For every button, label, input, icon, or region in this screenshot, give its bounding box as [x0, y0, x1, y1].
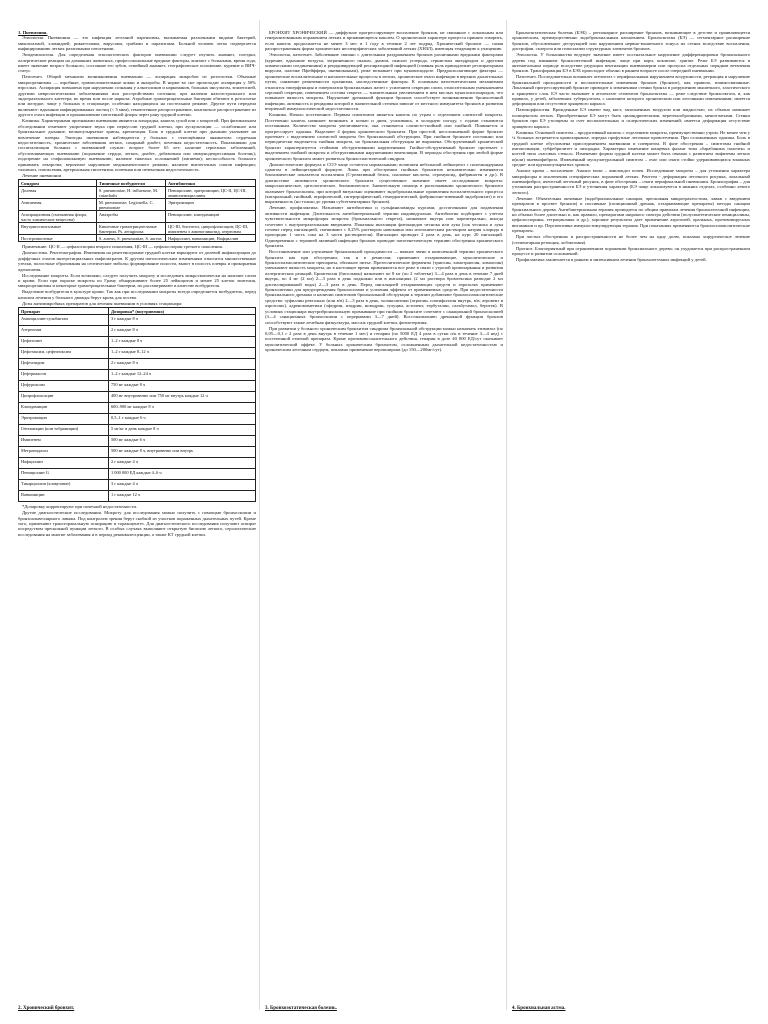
table-header-cell: Антибиотики — [165, 180, 255, 187]
table-row — [19, 326, 256, 337]
table-row — [19, 425, 256, 436]
section-heading: 1. Пневмония. — [18, 30, 48, 35]
paragraph: Патоморфология. Врожденные БЭ имеют вид кист, заполненных воздухом или жидкостью, их обычно начинает полиценозом легких. Приобретенные БЭ могут быть цилиндрическими, веретенообразными, мешотчатыми. Стенки бронхов при БЭ утолщены за счет воспалительных и склеротических изменений; имеется деформация отсутствие хрящевого каркаса. — [512, 107, 750, 129]
table-cell: Цефазолин — [19, 337, 109, 348]
table-row — [19, 359, 256, 370]
column-bronchiectasis — [512, 30, 750, 970]
paragraph: Анализ крови – воспаление. Анализ мочи – амилоидоз почек. Исследование мокроты – для уточнения характера микрофлоры и исключения специфических поражений легких. Рентген - деформация легочного рисунка, локальный пневмофиброз, ячеистый легочный рисунок, в фазе обострения – очаги перифокальной пневмонии. Бронхография – для уточнения распространенности БЭ и уточнения характера (БЭ чаще локализуются в нижних отделах, особенно левого легкого). — [512, 168, 750, 195]
table-cell: Эритромицин — [165, 199, 255, 211]
table-cell: Эритромицин — [19, 414, 109, 425]
paragraph: Профилактика заключается в раннем и интенсивном лечении бронхолегочных инфекций у детей. — [516, 257, 707, 262]
table-header-cell: Дозировка* (внутривенно) — [108, 308, 255, 315]
table-cell: 2 г каждые 4 ч — [108, 458, 255, 469]
next-section-heading: 3. Бронхоэктатическая болезнь. — [265, 1006, 337, 1011]
paragraph: Прогноз. Благоприятный при ограниченном поражении бронхиального дерева; он ухудшается при распространенном процессе и развитии осложнений. — [512, 245, 750, 256]
table-cell: 1–2 г каждые 8–12 ч — [108, 348, 255, 359]
paragraph: Патогенез. Общий механизм возникновения пневмонии — аспирация микробов из ротоглотки. Обычные микроорганизмы — аэробные, грамположительные кокки и анаэробы. В норме во сне происходит аспирация у 50% взрослых. Аспирация повышена при нарушении сознания у алкоголиков и наркоманов, больных инсультом, эпилепсией, другими неврологическими заболеваниями или расстройствами глотания; при наличии назогастрального или эндотрахеального катетера; во время или после наркоза. Аэробные грамотрицательные бактерии обитают в ротоглотке или желудке, чаще у больных в стационаре, особенно находящихся на постельном режиме. Другие пути передачи включают: вдыхание инфицированных частиц (< 5 мкм), гематогенное распространение, контактное распространение из другого очага инфекции и проникновение патогенной флоры через рану грудной клетки. — [18, 74, 256, 118]
paragraph: Клиника. Начало постепенное. Первым симптомом является кашель по утрам с отделением слизистой мокроты. Постепенно кашель начинает возникать и ночью и днем, усиливаясь, в холодную погоду, с годами становится постоянным. Количество мокроты увеличивается, она становится слизисто-гнойной или гнойной. Появляется и прогрессирует одышка. Выделяют 4 формы хронического бронхита. При простой, неосложненной форме бронхит протекает с выделением слизистой мокроты без бронхиальной обструкции. При гнойном бронхите постоянно или периодически выделяется гнойная мокрота, но бронхиальная обструкция не выражена. Обструктивный хронический бронхит характеризуется стойкими обструктивными нарушениями. Гнойно-обструктивный бронхит протекает с выделением гнойной мокроты и обструктивными нарушениями вентиляции. В периоды обострения при любой форме хронического бронхита может развиться бронхоспастический синдром. — [265, 112, 503, 161]
table-cell: Анаэробы — [96, 211, 165, 223]
table-cell: 1–2 г каждые 12–24 ч — [108, 370, 255, 381]
paragraph: Исследование мокроты. Если возможно, следует получить мокроту и исследовать микроскопически на наличие слизи и крови. Если при окраске мокроты по Граму обнаруживают более 25 лейкоцитов и менее 25 клеток эпителия, микроорганизмы и некоторые грамотрицательные бактерии, их рассматривают в качестве возбудителя. — [18, 272, 256, 289]
column-pneumonia — [18, 30, 256, 1005]
treatment-table — [18, 179, 256, 242]
table-cell: Имипенем — [19, 436, 109, 447]
table-row — [19, 348, 256, 359]
table-row — [19, 447, 256, 458]
table-row — [19, 381, 256, 392]
paragraph: Этиология. Пневмония — это инфекция легочной паренхимы, вызываемая различными видами бактерий, микоплазмой, хламидией, риккетсиями, вирусами, грибами и паразитами. Больной человек легко подвергается инфицированию легких различными патогенами. — [18, 35, 256, 52]
table-row — [19, 187, 256, 199]
paragraph-group — [512, 30, 750, 262]
table-cell: 3 г каждые 4 ч — [108, 480, 255, 491]
paragraph: Диагностические формула и СОЭ чаще остаются нормальными; возможен небольшой лейкоцитоз с палочкоядерным сдвигом в лейкоцитарной формуле. Лишь при обострении гнойных бронхитов незначительно изменяются биохимические показатели воспаления (С-реактивный белок, сиаловые кислоты, серомукоид, фибриноген и др.). В диагностике активности хронического бронхита существенное значение имеет исследование мокроты: макроскопическое, цитологическое, биохимическое. Значительную помощь в распознавании хронического бронхита оказывает бронхоскопия, при которой визуально оценивают эндобронхиальные проявления воспалительного процесса (катаральный, гнойный, атрофический, гипертрофический, геморрагический, фибринозно-язвенный эндобронхит) и его выраженность (но только до уровня субсегментарных бронхов). — [265, 161, 503, 205]
table-cell: Пенициллин G — [19, 469, 109, 480]
table-note: *Дозировку корректируют при почечной недостаточности. — [22, 504, 138, 510]
table-cell: Пенициллин, клиндамицин — [165, 211, 255, 223]
paragraph: Другие диагностические исследования. Мокроту для исследования можно получить с помощью бронхоскопии и бронхоальвеолярного лаважа. Под контролем зрения берут скобкой из участков пораженных дыхательных путей. Кроме того, применяют трансторакальную аспирацию и торакоцентез. Для диагностического исследования получают аспират посредством чрескожной пункции легкого. В особых случаях выполняют открытую биопсию легкого, серологические исследования на многие заболевания и в период реконвалесценции, а также КТ грудной клетки. — [18, 510, 256, 537]
column-chronic-bronchitis — [265, 30, 503, 970]
table-cell: Ванкомицин — [19, 491, 109, 502]
paragraph: БРОНХИТ ХРОНИЧЕСКИЙ — диффузное прогрессирующее воспаление бронхов, не связанное с локальным или генерализованным поражением легких и проявляющееся кашлем. О хроническом характере процесса принято говорить, если кашель продолжается не менее 3 мес в 1 году в течение 2 лет подряд. Хронический бронхит — самая распространенная форма хронических неспецифических заболеваний легких (ХНЗЛ), имеющая тенденцию к учащению. — [265, 30, 503, 52]
table-row — [19, 370, 256, 381]
table-cell: Нафциллин — [19, 458, 109, 469]
table-cell: S. aureus, S. pneumoniae, S. aureus — [96, 235, 165, 242]
table-row — [19, 436, 256, 447]
table-cell: 2 г каждые 8 ч — [108, 359, 255, 370]
table-cell: 400 мг внутривенно или 750 мг внутрь каждые 12 ч — [108, 392, 255, 403]
paragraph: Этиология. У большинства ведущее значение имеет постнатальное нарушение дифференцировки бронхиального дерева под влиянием бронхолегочной инфекции, чаще при кори, коклюше, гриппе. Реже БЭ развиваются в антенатальном периоде вследствие редукции вентиляции пневмомерии или пропуска отдельных порядков ветвления бронхов. Трансформация БЭ в БЭБ происходит обычно в раннем возрасте после очередной пневмонии. — [512, 52, 750, 74]
table-row — [19, 223, 256, 235]
table-cell: 750 мг каждые 8 ч — [108, 381, 255, 392]
table-cell: Метронидазол — [19, 447, 109, 458]
table-cell: Долевая — [19, 187, 97, 199]
table-cell: 2 г каждые 8 ч — [108, 326, 255, 337]
paragraph-group — [18, 250, 256, 306]
paragraph-group — [265, 30, 503, 353]
paragraph: Клиника. Основной симптом – продуктивный кашель с отделением мокроты, преимущественно утром. Не менее чем у ¼ больных встречается кровохарканье, изредка профузные легочные кровотечения. При осложненных одышка. Боль в грудной клетке обусловлена присоединением пневмонии и плевритом. В фазе обострения – симптомы гнойной интоксикации, субфебрилитет и лихорадка. Характерно изменение концевых фаланг типа «барабанных палочек» и ногтей типа «часовых стекол». Изменение формы грудной клетки может быть связано с развитием эмфиземы легких и(или) пневмофиброза. Изменённый мускулатуральный симптом – очаг или очаги стойко удерживающихся влажных средне- или крупнопузырчатых хрипов. — [512, 129, 750, 168]
table-row — [19, 235, 256, 242]
table-row — [19, 458, 256, 469]
table-caption: Лечение пневмонии — [22, 172, 62, 178]
table-cell: 0,5–1 г каждые 6 ч — [108, 414, 255, 425]
table-cell: 3 г каждые 8 ч — [108, 315, 255, 326]
table-cell: Постгриппозные — [19, 235, 97, 242]
table-cell: 600–900 мг каждые 8 ч — [108, 403, 255, 414]
next-section-heading: 4. Бронхиальная астма. — [512, 1006, 566, 1011]
paragraph: При развитии у больного хроническим бронхитом синдрома бронхиальной обструкции можно назначать этимизол (по 0,05—0,1 г 2 раза в день внутрь в течение 1 мес) и гепарин (по 5000 ЕД 4 раза в сутки п/к в течение 3—4 нед) с постепенной отменой препарата. Кроме противовоспалительного действия, гепарин в дозе 40 000 ЕД/сут оказывает муколитический эффект. У больных хроническим бронхитом, осложненным дыхательной недостаточностью и хроническим легочным сердцем, показано применение верошпирона (до 150—200мг/сут). — [265, 325, 503, 353]
table-cell: Клиндамицин — [19, 403, 109, 414]
table-cell: Нафциллин, ванкомицин, Нафциллин — [165, 235, 255, 242]
table-cell: Тикарциллин (клавуланат) — [19, 480, 109, 491]
table-cell: 1–2 г каждые 8 ч — [108, 337, 255, 348]
paragraph-group — [18, 510, 256, 537]
table-cell: Ципрофлоксацин — [19, 392, 109, 403]
paragraph: При частых обострениях и распространенности не более чем на одну долю, показано хирургическое лечение (сегментарная резекция, лобэктомия). — [512, 234, 750, 245]
table-cell: S. pneumoniae, H. influenzae, M. catarrhalis — [96, 187, 165, 199]
table-row — [19, 199, 256, 211]
table-cell: Кишечные грамотрицательные бактерии, Ps. aeruginosa — [96, 223, 165, 235]
table-cell: Пенициллин, эритромицин, ЦС-II, ЦС-III, аминопенициллины — [165, 187, 255, 199]
table-row — [19, 392, 256, 403]
paragraph: Этиология, патогенез. Заболевание связано с длительным раздражением бронхов различными вредными факторами (курение, вдыхание воздуха, загрязненного пылью, дымом, окисью углерода, сернистым ангидридом и другими химическими соединениями) и рецидивирующей респираторной инфекцией (главная роль принадлежит респираторным вирусам, палочке Пфейффера, пневмококкам), реже возникает при муковисцидозе. Предрасполагающие факторы — хронические воспалительные и нагноительные процессы в легких, хронические очаги инфекции в верхних дыхательных путях, снижение реактивности организма, наследственные факторы. К основным патогенетическим механизмам относятся гиперфункция и гиперплазия бронхиальных желез с усилением секреции слизи, относительным уменьшением серозной секреции, изменением состава секрета — значительным увеличением в нем кислых мукополисахаридов, что повышает вязкость мокроты. Нарушение дренажной функции бронхов способствует возникновению бронхогенной инфекции, активность и рецидивы которой в значительной степени зависят от местного иммунитета бронхов и развития вторичной иммунологической недостаточности. — [265, 52, 503, 112]
table-header-cell: Типичные возбудители — [96, 180, 165, 187]
table-row — [19, 403, 256, 414]
table-row — [19, 480, 256, 491]
table-row — [19, 469, 256, 480]
table-row — [19, 315, 256, 326]
table-cell: Атипичная — [19, 199, 97, 211]
table-header-cell: Синдром — [19, 180, 97, 187]
table-cell: Гентамицин (или тобрамицин) — [19, 425, 109, 436]
paragraph: Лечение. Обязательны активные (эндобронхиальные санации, чрескожная микротрахеостома, лаваж с введением препаратов в просвет бронхов) и пассивные (позиционный дренаж, отхаркивающие препараты) методы санации бронхиального дерева. Антибактериальная терапия проводится по общим правилам лечения бронхолегочной инфекции, но обычно более длительно и, как правило, препаратами широкого спектра действия (полусинтетические пенициллины, цефалоспорины, тетрациклины и др.), хорошие результаты дает применение аэрозолей, оральных, противовирусных витаминов и пр. Перспективна иммуностимулирующая терапия. При показаниях применяются бронхоспазмолитические препараты. — [512, 195, 750, 234]
table-cell: 1 г каждые 12 ч — [108, 491, 255, 502]
column-divider — [506, 20, 507, 1010]
dosage-table — [18, 307, 256, 502]
table-cell: Цефтазидим — [19, 359, 109, 370]
table-cell: 500 мг каждые 6 ч — [108, 436, 255, 447]
paragraph: Дозы антимикробных препаратов для лечения пневмонии в условиях стационара: — [22, 300, 183, 306]
table-cell: 500 мг каждые 8 ч, внутривенно или внутрь — [108, 447, 255, 458]
paragraph: Клиника. Характерными признаками пневмонии являются лихорадка, кашель сухой или с мокротой. При физикальном обследовании отмечают укорочение звука при перкуссии грудной клетки, при аускультации — ослабленное или бронхиальное дыхание, мелкопузырчатые хрипы, крепитация. Боль в грудной клетке при дыхании указывает на вовлечение плевры. Эпизоды пневмонии наблюдаются у больных с отягощённым анамнезом: сердечная недостаточность, хронические заболевания легких, сахарный диабет, почечная недостаточность. Показаниями для госпитализации больных с пневмонией служат: возраст более 65 лет; наличие серьезных заболеваний, обусловливающих пневмонию (поражение сердца, легких, диабет, добавочная или иммунодепрессивная болезнь); подозрение на стафилококковую пневмонию; наличие тяжелых осложнений (эмпиема); неспособность больного принимать лекарства; вероятное нарушение медикаментозного режима; наличие внелегочных очагов инфекции; тахипноэ, гипоксемия, артериальная гипотензия, почечная или печеночная недостаточность. — [18, 118, 256, 172]
paragraph: Лечение, профилактика. Назначают антибиотики и сульфаниламиды курсами, достаточными для подавления активности инфекции. Длительность антибактериальной терапии индивидуальна. Антибиотик подбирают с учетом чувствительности микрофлоры мокроты (бронхиального секрета), назначают внутрь или парентерально, иногда сочетают с внутритрахеальным введением. Показаны ингаляции фитонцидов чеснока или лука (сок чеснока и лука готовят перед ингаляцией, смешивают с 0,25% раствором новокаина или изотоническим раствором натрия хлорида в пропорции 1 часть сока на 3 части растворителя). Ингаляции проводят 2 раза в день, на курс 20 ингаляций. Одновременно с терапией активной инфекции бронхов проводят патогенетическую терапию обострения хронического бронхита. — [265, 205, 503, 249]
paragraph: Диагностика. Рентгенография. Изменения на рентгенограмме грудной клетки варьируют от долевой инфильтрации до диффузных очагов интерстициальных инфильтратов. К другим патологическим изменениям относятся множественные узелки, полостные образования на септические эмболы; формирование полости, выпот в полость плевры и прикорневая аденопатия. — [18, 250, 256, 272]
column-divider — [259, 20, 260, 1010]
table-cell: M. pneumoniae, Legionella, C. pneumoniae — [96, 199, 165, 211]
paragraph: Патогенез. Последовательно возникает ателектаз с перифокальным нарушением воздушности, ретракция и нарушение бронхиальной проходимости и воспалительные изменения бронхов (бронхит), как правило, взаимосвязанные. Локальный прогрессирующий бронхит приводит к изменениям стенки бронха в разрушению мышечного, эластического и хрящевого слоя. БЭ часто вызывает в ателектазе сегментов бронхоэктазы — реже следствие бронхоэктаза, и, как правило, у детей, заболевших туберкулезом, с наличием которого хроническим или легочными изменениями; имеется деформация или отсутствие хрящевого каркаса. — [512, 74, 750, 107]
table-header-cell: Препарат — [19, 308, 109, 315]
paragraph: Восстановление или улучшение бронхиальной проходимости — важное звено в комплексной терапии хронического бронхита как при обострении, так и в ремиссии; применяют отхаркивающие, муколитические и бронхоспазмолитические препараты, обильное питье. Протеолитические ферменты (трипсин, химотрипсин, химопсин) уменьшают вязкость мокроты, но в настоящее время применяются все реже в связи с угрозой кровохарканья и развития аллергических реакций. Бромгексин (бисольвон) назначают по 8 мг (по 2 таблетки) 3—4 раза в день в течение 7 дней внутрь, по 4 мг (2 мл) 2—3 раза в день подкожно или в ингаляциях (2 мл раствора бромгексина разводят 2 мл дистиллированной воды) 2—3 раза в день. Перед ингаляцией отхаркивающих средств и аэрозолях применяют бронхолитики для предупреждения бронхоспазма и усиления эффекта от применяемых средств. При недостаточности бронхиального дренажа и наличии симптомов бронхиальной обструкции к терапии добавляют бронхоспазмолитические средства: эуфиллин ректально (или в/в) 2—3 раза в день, холинолитики (атропин, платифиллин внутрь, в/в; атровент в аэрозолях), адреномиметики (эфедрин, изадрин, новодрин, тулуцин, астопент, тербуталин, сальбутамол, беротек). В условиях стационара внутрибронхиальную промывание при гнойном бронхите сочетают с санационной бронхоскопией (3—4 санационных бронхоскопии с перерывами 3—7 дней). Восстановлению дренажной функции бронхов способствуют также лечебная физкультура, массаж грудной клетки, физиотерапия. — [265, 249, 503, 325]
next-section-heading: 2. Хронический бронхит. — [18, 1006, 75, 1011]
table-cell: 5 мг/кг в день каждые 8 ч — [108, 425, 255, 436]
table-cell: Цефотаксим, цефтизоксим — [19, 348, 109, 359]
table-cell: 1 000 000 ЕД каждые 4–6 ч — [108, 469, 255, 480]
table-cell: Аспирационная (смешанная флора, часто химические вещества) — [19, 211, 97, 223]
table-note: Примечание: ЦС-II — цефалоспорин второго поколения, ЦС-III — цефалоспорин третьего поколения. — [22, 244, 223, 250]
table-cell: Азтреонам — [19, 326, 109, 337]
table-row — [19, 337, 256, 348]
table-cell: Внутригоспитальные — [19, 223, 97, 235]
table-cell: Цефуроксим — [19, 381, 109, 392]
table-row — [19, 491, 256, 502]
paragraph: Бронхоэктатическая болезнь (БЭБ) – регионарное расширение бронхов, возникающее в детстве и проявляющееся хроническим, преимущественно эндобронхиальным нагноением. Бронхоэктазы (БЭ) — сегментарное расширение бронхов, обусловленное деструкцией или нарушением нервно-мышечного тонуса их стенок вследствие воспаления, дистрофии, склероза или гипоплазии структурных элементов бронхов. — [512, 30, 750, 52]
table-cell: Ампициллин-сульбактам — [19, 315, 109, 326]
paragraph: Эпидемиология. Для определения этиологических факторов пневмонии следует изучить анамнез, поездки, аллергические реакции на домашних животных, профессиональные вредные факторы, контакт с больными, время года, имеет значение возраст больного, состояние его зубов, семейный анамнез, географическое положение, курение и ВИЧ-статус. — [18, 52, 256, 74]
paragraph: Выделение возбудителя в культуре крови. Так как при исследовании мокроты всегда определяется возбудитель, перед началом лечения у больного дважды берут кровь для посева. — [18, 289, 256, 300]
paragraph-group — [18, 35, 256, 172]
table-row — [19, 414, 256, 425]
table-cell: Цефтриаксон — [19, 370, 109, 381]
table-cell: ЦС-III, бисептол, ципрофлоксацин; ЦС-III, имипенем ± аминогликозид, азтреонам — [165, 223, 255, 235]
table-row — [19, 211, 256, 223]
